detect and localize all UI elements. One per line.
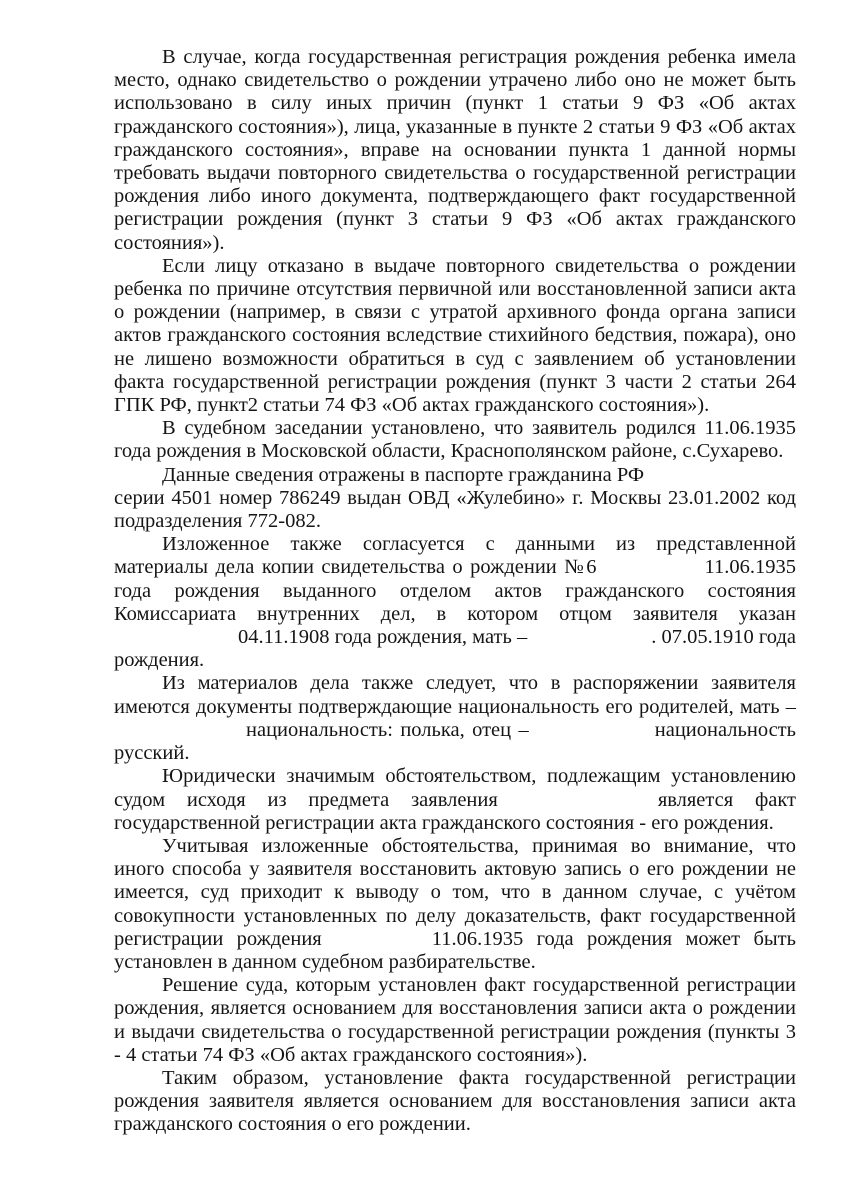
paragraph-court-conclusion xyxy=(114,835,796,974)
paragraph-birth-certificate xyxy=(114,533,796,672)
paragraph-decision-basis: Решение суда, которым установлен факт государственной регистрации рождения, является основанием для восстановления записи акта о рождении и выдачи свидетельства о государственной регистрации рождения (пункты 3 - 4 статьи 74 ФЗ «Об актах гражданского состояния»). xyxy=(114,974,796,1066)
paragraph-final: Таким образом, установление факта государственной регистрации рождения заявителя является основанием для восстановления записи акта гражданского состояния о его рождении. xyxy=(114,1066,796,1136)
paragraph-legal-fact xyxy=(114,765,796,835)
paragraph-passport-details: серии 4501 номер 786249 выдан ОВД «Жулебино» г. Москвы 23.01.2002 код подразделения 772-082. xyxy=(114,486,796,533)
text-nationality-b: национальность: полька, отец – xyxy=(246,718,529,741)
paragraph-passport-intro: Данные сведения отражены в паспорте гражданина РФ xyxy=(162,463,645,486)
text-nationality-c: национальность русский. xyxy=(114,718,796,765)
paragraph-nationality xyxy=(114,672,796,765)
text-certificate-d: . 07.05.1910 года рождения. xyxy=(114,626,796,672)
text-certificate-b: 11.06.1935 года рождения выданного отделом актов гражданского состояния Комиссариата внутренних дел, в котором отцом заявителя указан xyxy=(114,556,796,625)
text-legal-fact-a: Юридически значимым обстоятельством, подлежащим установлению судом исходя из предмета заявления xyxy=(114,765,796,811)
paragraph-birth-established: В судебном заседании установлено, что заявитель родился 11.06.1935 года рождения в Московской области, Краснополянском районе, с.Сухарево. xyxy=(114,417,796,463)
document-page xyxy=(114,46,796,1137)
paragraph-lost-certificate: В случае, когда государственная регистрация рождения ребенка имела место, однако свидетельство о рождении утрачено либо оно не может быть использовано в силу иных причин (пункт 1 статьи 9 ФЗ «Об актах гражданского состояния»), лица, указанные в пункте 2 статьи 9 ФЗ «Об актах гражданского состояния», вправе на основании пункта 1 данной нормы требовать выдачи повторного свидетельства о государственной регистрации рождения либо иного документа, подтверждающего факт государственной регистрации рождения (пункт 3 статьи 9 ФЗ «Об актах гражданского состояния»). xyxy=(114,46,796,254)
text-nationality-a: Из материалов дела также следует, что в распоряжении заявителя имеются документы подтверждающие национальность его родителей, мать – xyxy=(114,672,796,718)
text-conclusion-b: 11.06.1935 года рождения может быть установлен в данном судебном разбирательстве. xyxy=(114,927,796,973)
text-legal-fact-b: является факт государственной регистрации акта гражданского состояния - его рождения. xyxy=(114,788,797,834)
text-certificate-a: Изложенное также согласуется с данными из представленной материалы дела копии свидетельства о рождении №6 xyxy=(114,533,796,579)
paragraph-refusal-court-option: Если лицу отказано в выдаче повторного свидетельства о рождении ребенка по причине отсутствия первичной или восстановленной записи акта о рождении (например, в связи с утратой архивного фонда органа записи актов гражданского состояния вследствие стихийного бедствия, пожара), оно не лишено возможности обратиться в суд с заявлением об установлении факта государственной регистрации рождения (пункт 3 части 2 статьи 264 ГПК РФ, пункт2 статьи 74 ФЗ «Об актах гражданского состояния»). xyxy=(114,254,796,417)
text-certificate-c: 04.11.1908 года рождения, мать – xyxy=(238,626,528,649)
text-conclusion-a: Учитывая изложенные обстоятельства, принимая во внимание, что иного способа у заявителя восстановить актовую запись о его рождении не имеется, суд приходит к выводу о том, что в данном случае, с учётом совокупности установленных по делу доказательств, факт государственной регистрации рождения xyxy=(114,834,796,950)
